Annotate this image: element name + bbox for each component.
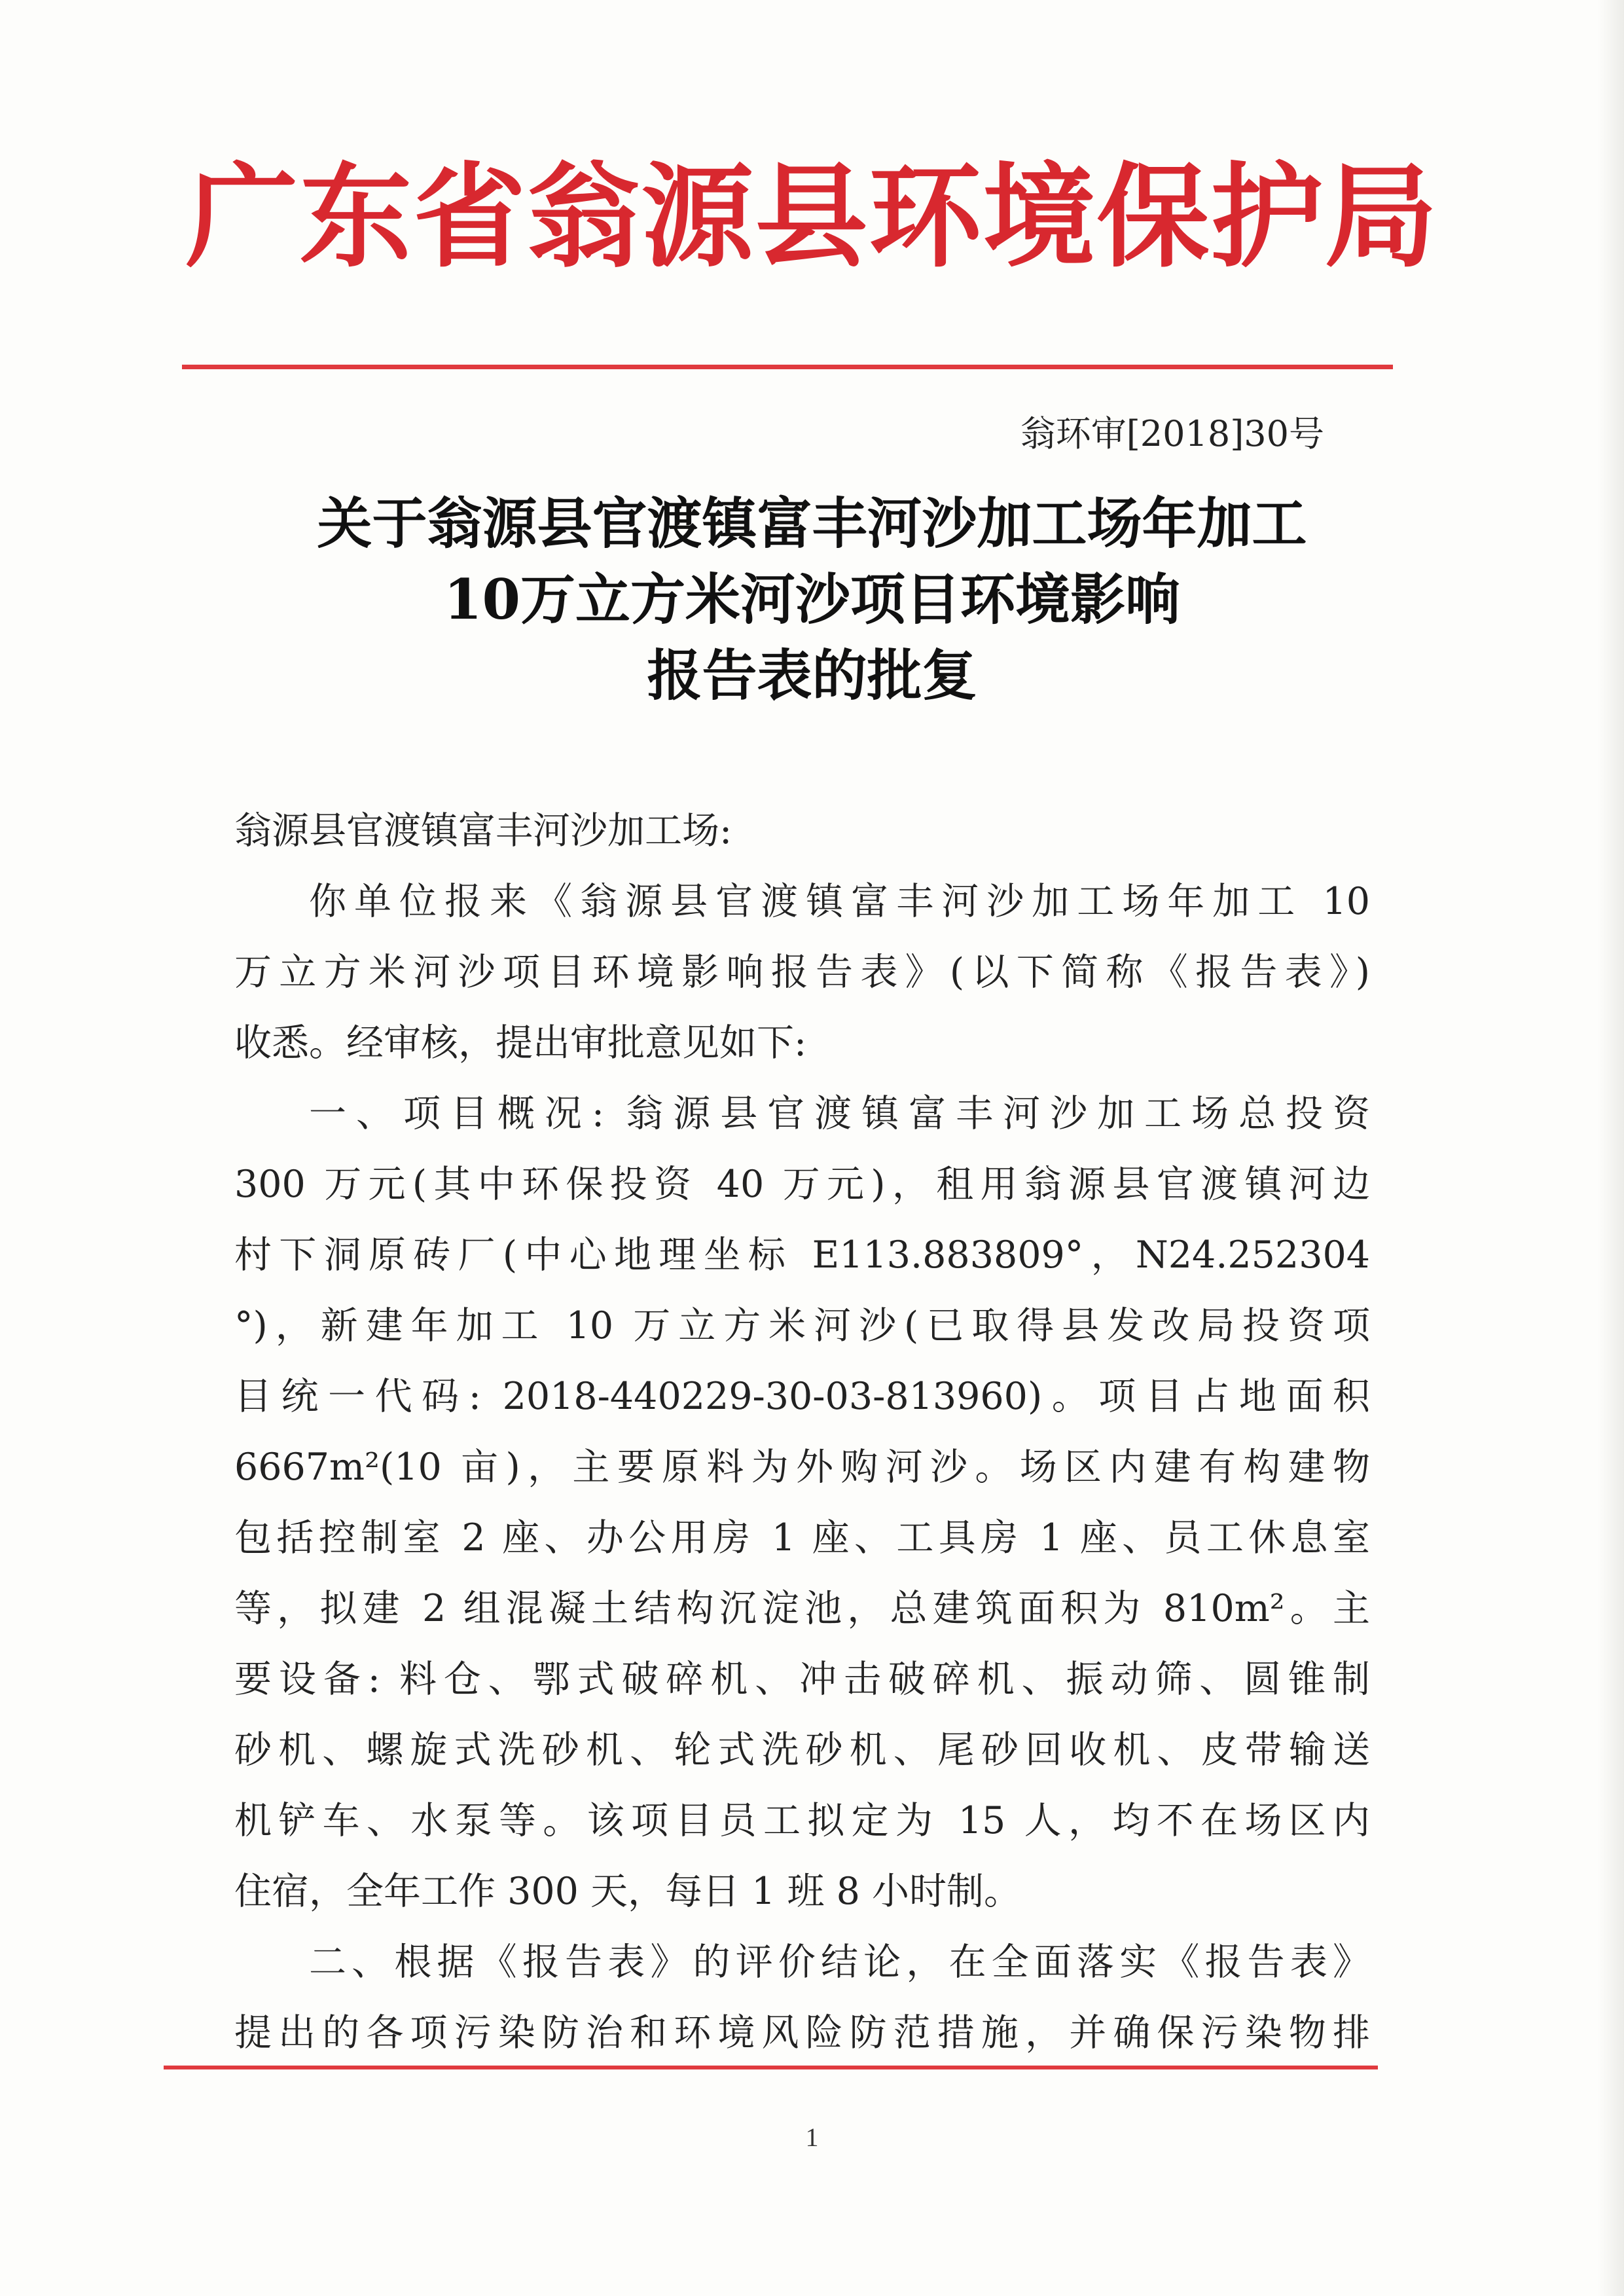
document-number: 翁环审[2018]30号 xyxy=(1020,413,1324,454)
body-line: °)，新建年加工 10 万立方米河沙(已取得县发改局投资项 xyxy=(234,1304,1370,1347)
body-line: 等，拟建 2 组混凝土结构沉淀池，总建筑面积为 810m²。主 xyxy=(234,1587,1370,1630)
body-line: 二、根据《报告表》的评价结论，在全面落实《报告表》 xyxy=(309,1941,1370,1984)
body-line: 要设备: 料仓、鄂式破碎机、冲击破碎机、振动筛、圆锥制 xyxy=(234,1658,1370,1701)
body-line: 村下洞原砖厂(中心地理坐标 E113.883809°，N24.252304 xyxy=(234,1233,1370,1277)
footer-red-rule xyxy=(164,2066,1378,2069)
salutation: 翁源县官渡镇富丰河沙加工场: xyxy=(234,809,732,852)
body-line: 机铲车、水泵等。该项目员工拟定为 15 人，均不在场区内 xyxy=(234,1799,1370,1842)
document-title xyxy=(0,486,1624,714)
body-line: 提出的各项污染防治和环境风险防范措施，并确保污染物排 xyxy=(234,2011,1370,2054)
body-line: 包括控制室 2 座、办公用房 1 座、工具房 1 座、员工休息室 xyxy=(234,1516,1370,1559)
scan-edge-shadow xyxy=(1598,0,1624,2296)
body-line: 目统一代码: 2018-440229-30-03-813960)。项目占地面积 xyxy=(234,1375,1370,1418)
title-line-3: 报告表的批复 xyxy=(647,643,977,708)
body-line: 一、项目概况: 翁源县官渡镇富丰河沙加工场总投资 xyxy=(309,1092,1370,1135)
body-line: 你单位报来《翁源县官渡镇富丰河沙加工场年加工 10 xyxy=(309,880,1370,923)
agency-header: 广东省翁源县环境保护局 xyxy=(185,150,1439,283)
body-line: 住宿，全年工作 300 天，每日 1 班 8 小时制。 xyxy=(234,1870,1022,1913)
title-line-1: 关于翁源县官渡镇富丰河沙加工场年加工 xyxy=(317,491,1307,556)
document-body xyxy=(234,795,1370,2068)
body-line: 收悉。经审核，提出审批意见如下: xyxy=(234,1021,807,1065)
body-line: 300 万元(其中环保投资 40 万元)，租用翁源县官渡镇河边 xyxy=(234,1163,1370,1206)
page-number: 1 xyxy=(805,2123,819,2152)
body-line: 砂机、螺旋式洗砂机、轮式洗砂机、尾砂回收机、皮带输送 xyxy=(234,1728,1370,1772)
title-line-2: 10万立方米河沙项目环境影响 xyxy=(444,567,1180,632)
body-line: 6667m²(10 亩)，主要原料为外购河沙。场区内建有构建物 xyxy=(234,1446,1370,1489)
body-line: 万立方米河沙项目环境影响报告表》(以下简称《报告表》) xyxy=(234,951,1370,994)
header-red-rule xyxy=(182,365,1393,369)
